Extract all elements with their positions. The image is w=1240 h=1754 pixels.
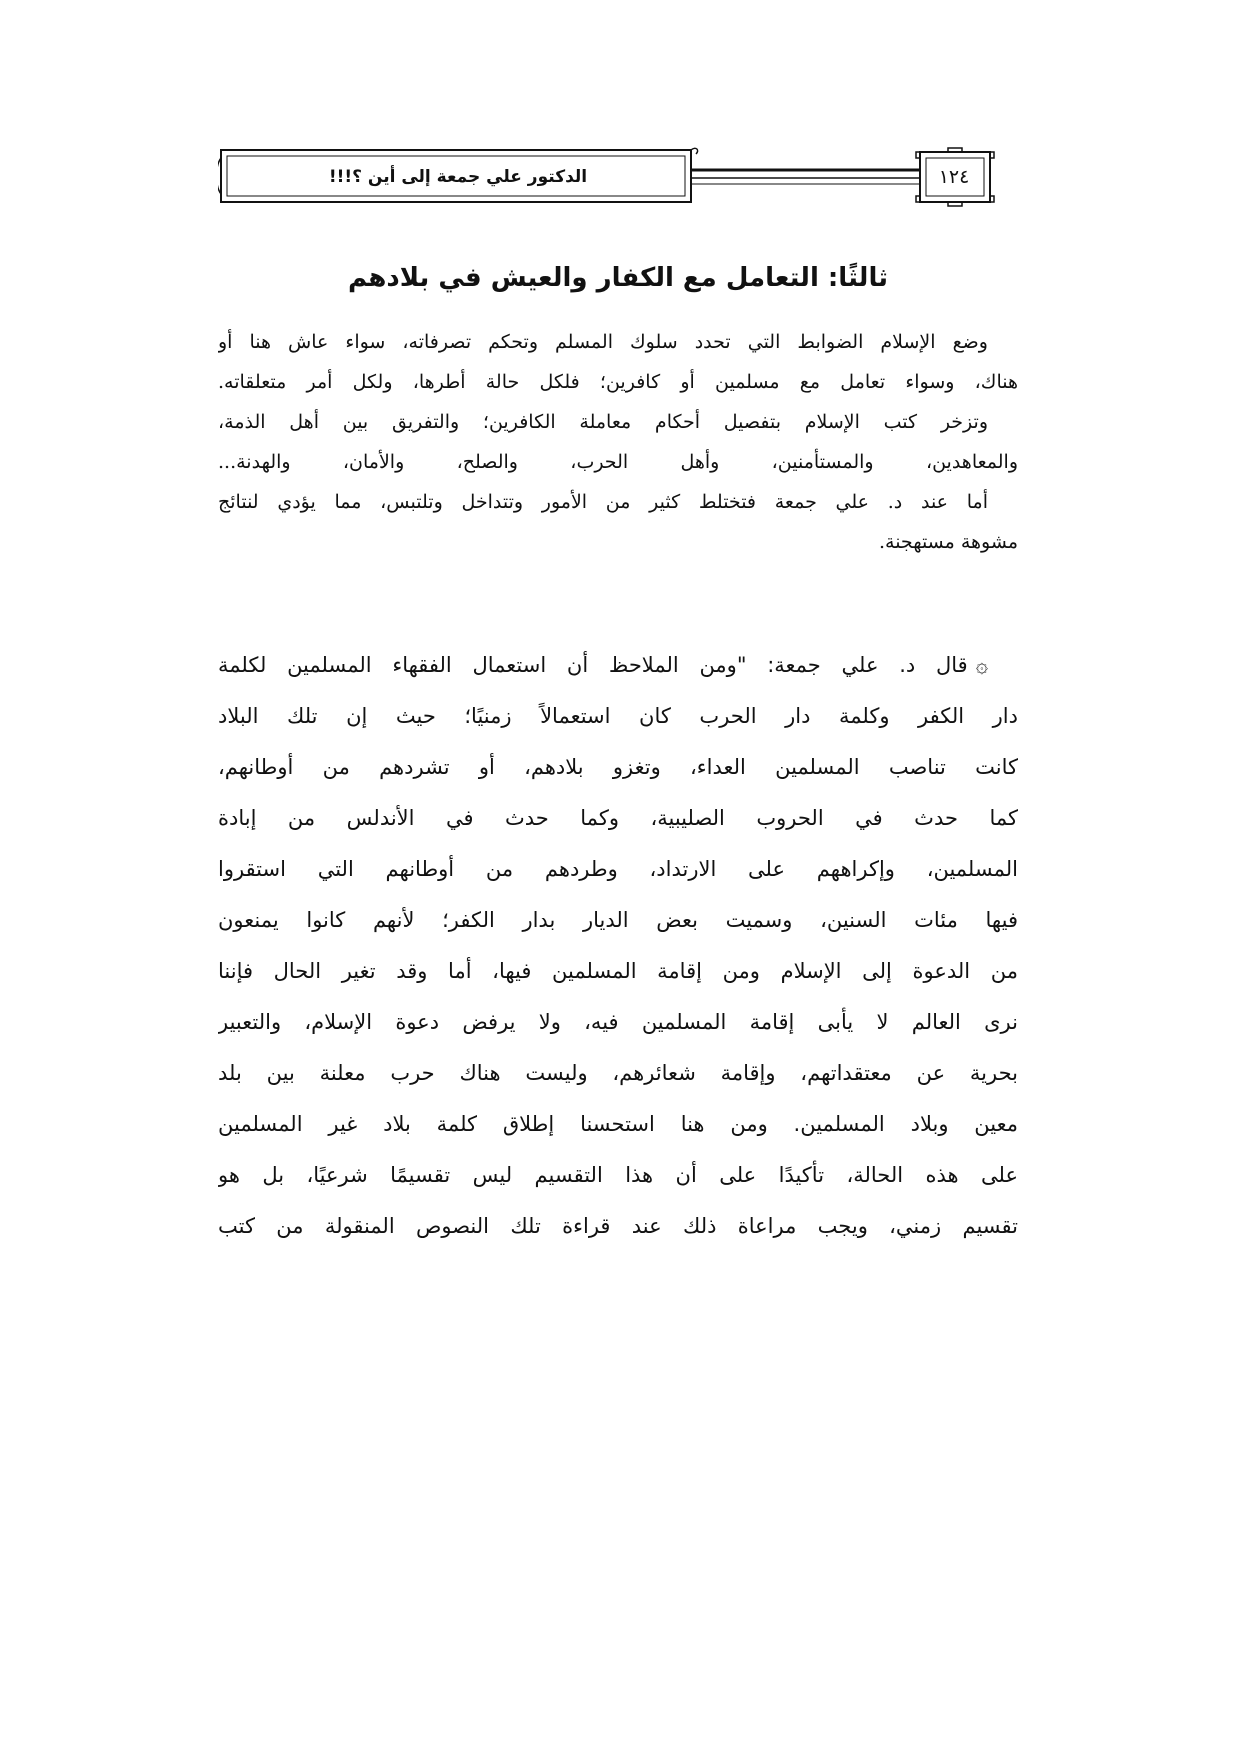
quote-line: [218, 640, 1018, 691]
text-line: هناك، وسواء تعامل مع مسلمين أو كافرين؛ فلكل حالة أطرها، ولكل أمر متعلقاته.: [218, 371, 1018, 393]
quote-line: بحرية عن معتقداتهم، وإقامة شعائرهم، وليست هناك حرب معلنة بين بلد: [218, 1061, 1018, 1085]
section-heading: ثالثًا: التعامل مع الكفار والعيش في بلادهم: [348, 263, 888, 293]
quote-line: على هذه الحالة، تأكيدًا على أن هذا التقسيم ليس تقسيمًا شرعيًا، بل هو: [218, 1163, 1018, 1187]
quote-line: نرى العالم لا يأبى إقامة المسلمين فيه، ولا يرفض دعوة الإسلام، والتعبير: [218, 1010, 1018, 1034]
ornament-bullet-icon: ۞: [975, 653, 988, 677]
running-title: الدكتور علي جمعة إلى أين ؟!!!: [328, 167, 588, 187]
text-line: والمعاهدين، والمستأمنين، وأهل الحرب، والصلح، والأمان، والهدنة...: [218, 451, 1018, 473]
quote-line: تقسيم زمني، ويجب مراعاة ذلك عند قراءة تلك النصوص المنقولة من كتب: [218, 1214, 1018, 1238]
quote-line: معين وبلاد المسلمين. ومن هنا استحسنا إطلاق كلمة بلاد غير المسلمين: [218, 1112, 1018, 1136]
text-line: أما عند د. علي جمعة فتختلط كثير من الأمور وتتداخل وتلتبس، مما يؤدي لنتائج: [218, 491, 988, 513]
text-line: وضع الإسلام الضوابط التي تحدد سلوك المسلم وتحكم تصرفاته، سواء عاش هنا أو: [218, 331, 988, 353]
quote-line: من الدعوة إلى الإسلام ومن إقامة المسلمين فيها، أما وقد تغير الحال فإننا: [218, 959, 1018, 983]
text-line: وتزخر كتب الإسلام بتفصيل أحكام معاملة الكافرين؛ والتفريق بين أهل الذمة،: [218, 411, 988, 433]
running-header: [218, 146, 1018, 208]
intro-text: [218, 322, 1018, 562]
quote-line: كانت تناصب المسلمين العداء، وتغزو بلادهم، أو تشردهم من أوطانهم،: [218, 755, 1018, 779]
text-line: مشوهة مستهجنة.: [878, 531, 1018, 553]
page-number: ١٢٤: [938, 166, 970, 188]
quote-line: كما حدث في الحروب الصليبية، وكما حدث في الأندلس من إبادة: [218, 806, 1018, 830]
quote-line: دار الكفر وكلمة دار الحرب كان استعمالاً زمنيًا؛ حيث إن تلك البلاد: [218, 704, 1018, 728]
quote-line: فيها مئات السنين، وسميت بعض الديار بدار الكفر؛ لأنهم كانوا يمنعون: [218, 908, 1018, 932]
quote-line: المسلمين، وإكراههم على الارتداد، وطردهم من أوطانهم التي استقروا: [218, 857, 1018, 881]
quote-line-text: قال د. علي جمعة: "ومن الملاحظ أن استعمال الفقهاء المسلمين لكلمة: [218, 653, 968, 677]
quote-block: [218, 640, 1018, 1252]
